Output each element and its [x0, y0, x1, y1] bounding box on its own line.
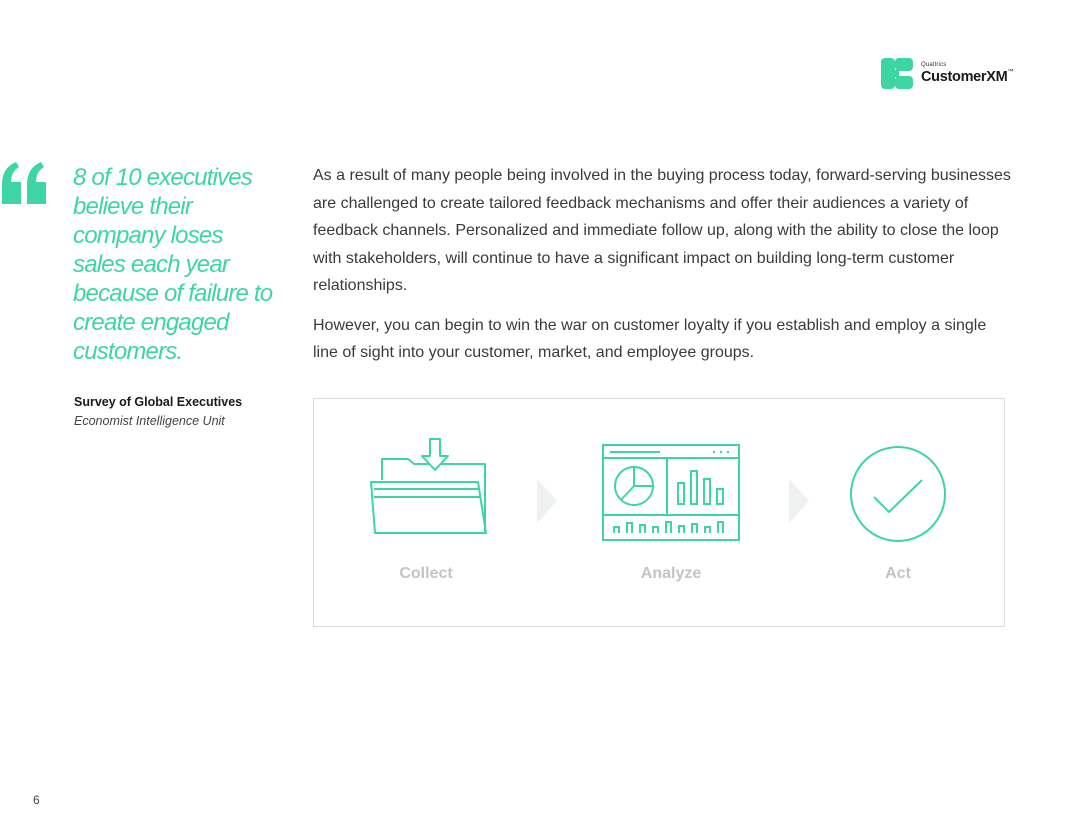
- customerxm-logo: [881, 56, 1014, 90]
- quote-source-subtitle: Economist Intelligence Unit: [74, 414, 225, 428]
- step-label-analyze: Analyze: [640, 565, 702, 582]
- pull-quote: 8 of 10 executives believe their company loses sales each year because of failure to create engaged customers.: [73, 164, 273, 365]
- quotation-mark-icon: [0, 160, 50, 206]
- body-paragraph: As a result of many people being involved in the buying process today, forward-serving businesses are challenged to create tailored feedback mechanisms and offer their audiences a variety of feedback channels. Personalized and immediate follow up, along with the ability to close the loop with stakeholders, will continue to have a significant impact on building long-term customer relationships.: [313, 167, 1011, 294]
- checkmark-circle-icon: [849, 445, 947, 543]
- logo-small-label: Qualtrics: [921, 62, 947, 68]
- step-label-collect: Collect: [399, 565, 453, 582]
- body-text: [313, 162, 1013, 379]
- chevron-right-icon: [537, 479, 557, 523]
- body-paragraph: However, you can begin to win the war on customer loyalty if you establish and employ a single line of sight into your customer, market, and employee groups.: [313, 316, 987, 361]
- page-number: 6: [33, 793, 40, 807]
- process-diagram: [313, 398, 1005, 627]
- qualtrics-logo-icon: [881, 58, 913, 89]
- quote-source-title: Survey of Global Executives: [74, 395, 243, 409]
- folder-download-icon: [368, 437, 488, 537]
- logo-name: CustomerXM™: [921, 69, 1014, 85]
- step-label-act: Act: [885, 565, 911, 582]
- dashboard-icon: [602, 443, 742, 543]
- chevron-right-icon: [789, 479, 809, 523]
